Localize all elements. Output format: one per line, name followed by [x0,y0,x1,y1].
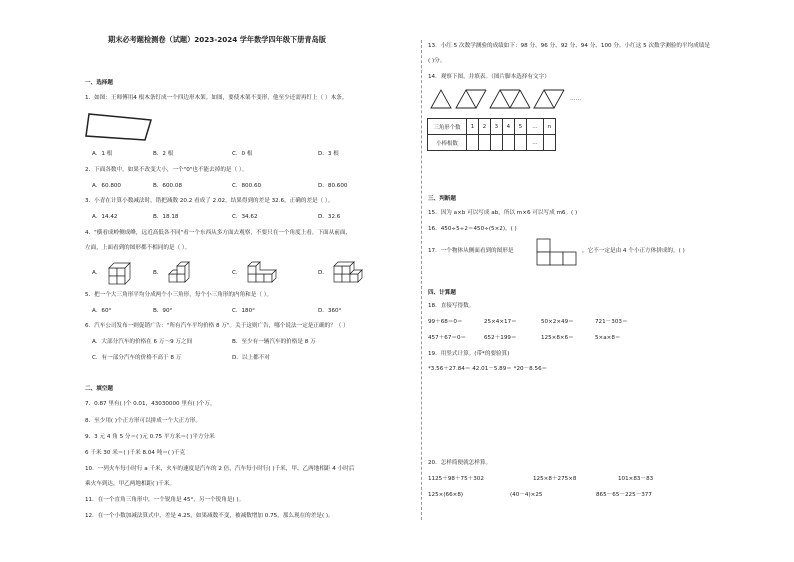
question-13-line1: 13．小红 5 次数学测验的成绩如下：98 分、96 分、92 分、94 分、100 分。小红这 5 次数学测验的平均成绩是 [428,43,710,49]
section-heading-judge: 三、判断题 [428,196,456,202]
q5-option-a: A．60° [92,308,112,314]
cube-figure-d [332,258,362,284]
triangle-pattern-figure [430,88,570,110]
table-cell: 小棒根数 [428,135,467,151]
table-cell: … [526,135,543,151]
q4-option-a: A． [92,270,102,276]
table-cell: n [544,119,556,135]
q4-option-b: B． [153,270,163,276]
simplify-item: 1125＋98＋75＋302 [428,476,484,482]
table-cell[interactable] [478,135,490,151]
section-heading-fill: 二、填空题 [85,386,113,392]
table-cell: 3 [490,119,502,135]
table-cell[interactable] [467,135,479,151]
question-1: 1．如图：王师傅用4 根木条钉成一个四边形木架。如图，要使木架不变形，他至少还需再钉上（ ）木条。 [85,95,348,101]
table-cell[interactable] [502,135,514,151]
cube-figure-a [107,260,133,284]
q3-option-b: B．18.18 [153,214,179,220]
q4-option-d: D． [318,270,328,276]
question-19: 19．用竖式计算。(带*的要验算) [428,351,510,357]
q6-option-b: B．至少有一辆汽车的价格是 8 万 [232,339,316,345]
mental-calc-item: 99＋68＝0＝ [428,319,463,325]
question-9-line1: 9．3 元 4 角 5 分＝( )元 0.75 平方米＝( )平方分米 [85,434,215,440]
q1-option-d: D．3 根 [318,151,339,157]
question-7: 7．0.87 里有( )个 0.01，43030000 里有( )个万。 [85,401,216,407]
simplify-item: 865－65－225－377 [596,492,652,498]
simplify-item: 101×83－83 [618,476,654,482]
table-row [428,119,556,135]
mental-calc-item: 50×2×49＝ [541,319,574,325]
mental-calc-item: 721－303＝ [595,319,628,325]
q3-option-a: A．14.42 [92,214,118,220]
question-17-part2: ，它不一定是由 4 个小正方体拼成的。( ) [582,248,685,254]
question-10-line1: 10．一列火车每小时行 a 千米，火车的速度是汽车的 2 倍，汽车每小时行( )千米，甲、乙两地相距 4 小时后 [85,466,355,472]
q1-option-b: B．2 根 [153,151,174,157]
mental-calc-item: 25×4×17＝ [484,319,517,325]
vertical-calc-items: *3.56＋27.84＝ 42.01－5.89＝ *20－8.56＝ [428,366,548,372]
table-cell: 4 [502,119,514,135]
question-15: 15．因为 a×b 可以写成 ab，所以 m×6 可以写成 m6。( ) [428,210,578,216]
table-cell: 1 [467,119,479,135]
q1-option-c: C．0 根 [232,151,253,157]
q6-option-c: C．有一部分汽车的价格不高于 8 万 [92,355,182,361]
table-cell: 2 [478,119,490,135]
q4-option-c: C． [232,270,242,276]
question-12: 12．在一个小数加减法算式中，差是 4.25，如果减数不变，被减数增加 0.75，那么现在的差是( )。 [85,513,334,519]
q5-option-d: D．360° [318,308,342,314]
question-9-line2: 6 千米 30 米＝( )千米 8.04 吨＝( )千克 [85,450,186,456]
q2-option-b: B．600.08 [153,183,183,189]
question-4-line1: 4．"横看成岭侧成峰，远近高低各不同"看一个东西从多方面去观察，不要只在一个角度上看。下面从前面、 [85,230,352,236]
table-cell[interactable] [514,135,526,151]
cube-figure-c [246,260,276,284]
q1-option-a: A．1 根 [92,151,113,157]
q2-option-c: C．800.60 [232,183,262,189]
question-2: 2．下面各数中，如果不改变大小，一个"0"也不能去掉的是（ ）。 [85,167,248,173]
question-13-line2: ( )分。 [428,58,446,64]
column-divider [421,40,422,520]
question-8: 8．至少用( )个正方形可以拼成一个大正方形。 [85,418,201,424]
table-cell: 5 [514,119,526,135]
side-view-figure [536,238,580,266]
q6-option-d: D．以上都不对 [232,355,270,361]
section-heading-calc: 四、计算题 [428,290,456,296]
mental-calc-item: 457＋67＝0＝ [428,335,467,341]
question-4-line2: 左面，上面看到的图形都不相同的是（ ）。 [85,245,191,251]
cube-figure-b [167,260,193,284]
q5-option-b: B．90° [153,308,173,314]
table-cell: … [526,119,543,135]
question-16: 16．450÷5÷2＝450÷(5×2)。( ) [428,226,517,232]
table-cell: 三角形个数 [428,119,467,135]
question-10-line2: 乘火车到达，甲乙两地相距( )千米。 [85,481,176,487]
q3-option-d: D．32.6 [318,214,341,220]
simplify-item: (40－4)×25 [510,492,543,498]
question-5: 5．把一个大三角形平均分成两个小三角形，每个小三角形的内角和是（ ）。 [85,292,273,298]
question-20: 20．怎样简便就怎样算。 [428,460,492,466]
q3-option-c: C．34.62 [232,214,258,220]
section-heading-choice: 一、选择题 [85,80,113,86]
question-18: 18．直接写得数。 [428,303,475,309]
simplify-item: 125×8＋275×8 [533,476,577,482]
simplify-item: 125×(66×8) [428,492,464,498]
pattern-ellipsis: …… [570,96,582,102]
q5-option-c: C．180° [232,308,255,314]
mental-calc-item: 652＋199＝ [484,335,517,341]
table-row [428,135,556,151]
q2-option-d: D．80.600 [318,183,348,189]
question-11: 11．在一个直角三角形中，一个锐角是 45°，另一个锐角是( )。 [85,497,245,503]
table-cell[interactable] [544,135,556,151]
question-17-part1: 17．一个物体从侧面看到的图形是 [428,248,514,254]
q6-option-a: A．大部分汽车的价格在 6 万～9 万之间 [92,339,193,345]
page-title: 期末必考题检测卷（试题）2023-2024 学年数学四年级下册青岛版 [108,35,326,44]
triangle-stick-table [427,118,556,151]
mental-calc-item: 5×a×8＝ [595,335,621,341]
question-6: 6．汽车公司发布一则促销广告："所有汽车平均价格 8 万"。关于这则广告，哪个说法一定是正确的？（ ） [85,323,349,329]
question-14: 14．观察下图，并填表。（图片脚本选择有文字） [428,74,550,80]
quadrilateral-figure [85,110,155,142]
question-3: 3．小青在计算小数减法时，错把减数 20.2 看成了 2.02，结果得到的差是 32.6，正确的差是（ ）。 [85,198,334,204]
table-cell[interactable] [490,135,502,151]
mental-calc-item: 125×8×6＝ [541,335,574,341]
q2-option-a: A．60.800 [92,183,121,189]
